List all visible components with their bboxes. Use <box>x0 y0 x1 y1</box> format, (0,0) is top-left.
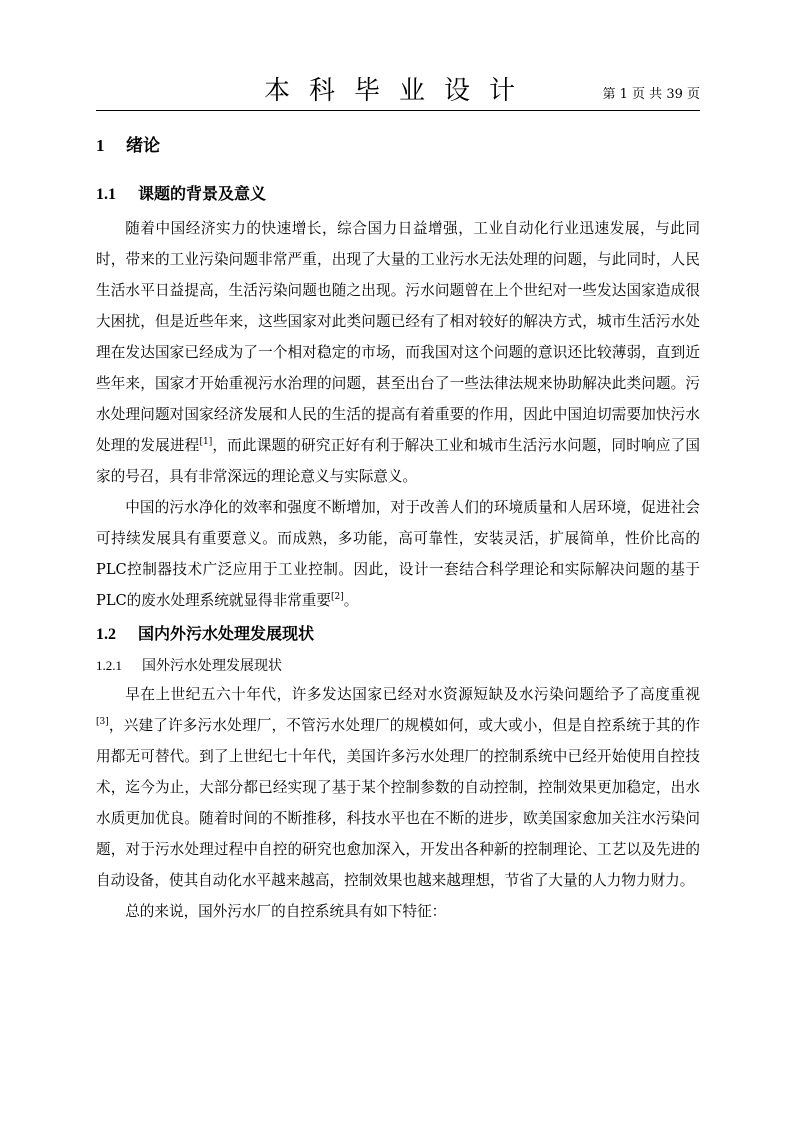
section-title: 国内外污水处理发展现状 <box>138 624 315 643</box>
citation-ref[interactable]: [1] <box>199 437 213 448</box>
chapter-title: 绪论 <box>126 136 160 156</box>
document-body <box>96 126 700 927</box>
paragraph: 总的来说，国外污水厂的自控系统具有如下特征： <box>125 903 447 920</box>
section-number: 1.1 <box>96 186 116 203</box>
section-heading-1-2 <box>96 616 700 653</box>
citation-ref[interactable]: [3] <box>96 717 109 728</box>
running-header <box>96 74 700 111</box>
chapter-heading <box>96 126 700 172</box>
header-title: 本科毕业设计 <box>264 76 535 106</box>
section-title: 课题的背景及意义 <box>138 184 267 203</box>
subsection-number: 1.2.1 <box>96 658 122 673</box>
paragraph: 随着中国经济实力的快速增长，综合国力日益增强，工业自动化行业迅速发展，与此同时，带来的工业污染问题非常严重，出现了大量的工业污水无法处理的问题，与此同时，人民生活水平日益提高，生活污染问题也随之出现。污水问题曾在上个世纪对一些发达国家造成很大困扰，但是近些年来，这些国家对此类问题已经有了相对较好的解决方式，城市生活污水处理在发达国家已经成为了一个相对稳定的市场，而我国对这个问题的意识还比较薄弱，直到近些年来，国家才开始重视污水治理的问题，甚至出台了一些法律法规来协助解决此类问题。污水处理问题对国家经济发展和人民的生活的提高有着重要的作用，因此中国迫切需要加快污水处理的发展进程[1]，而此课题的研究正好有利于解决工业和城市生活污水问题，同时响应了国家的号召，具有非常深远的理论意义与实际意义。 <box>96 220 700 485</box>
subsection-title: 国外污水处理发展现状 <box>142 658 282 674</box>
paragraph: 中国的污水净化的效率和强度不断增加，对于改善人们的环境质量和人居环境，促进社会可持续发展具有重要意义。而成熟，多功能，高可靠性，安装灵活，扩展简单，性价比高的PLC控制器技术广泛应用于工业控制。因此，设计一套结合科学理论和实际解决问题的基于PLC的废水处理系统就显得非常重要[2]。 <box>96 499 700 609</box>
chapter-number: 1 <box>96 136 105 155</box>
section-heading-1-1 <box>96 176 700 213</box>
header-page-info: 第 1 页 共 39 页 <box>602 87 700 102</box>
paragraph: 早在上世纪五六十年代，许多发达国家已经对水资源短缺及水污染问题给予了高度重视[3]，兴建了许多污水处理厂，不管污水处理厂的规模如何，或大或小，但是自控系统于其的作用都无可替代。到了上世纪七十年代，美国许多污水处理厂的控制系统中已经开始使用自控技术，迄今为止，大部分都已经实现了基于某个控制参数的自动控制，控制效果更加稳定，出水水质更加优良。随着时间的不断推移，科技水平也在不断的进步，欧美国家愈加关注水污染问题，对于污水处理过程中自控的研究也愈加深入，开发出各种新的控制理论、工艺以及先进的自动设备，使其自动化水平越来越高，控制效果也越来越理想，节省了大量的人力物力财力。 <box>96 686 700 889</box>
section-number: 1.2 <box>96 626 116 643</box>
citation-ref[interactable]: [2] <box>331 592 344 603</box>
subsection-heading-1-2-1 <box>96 653 700 679</box>
